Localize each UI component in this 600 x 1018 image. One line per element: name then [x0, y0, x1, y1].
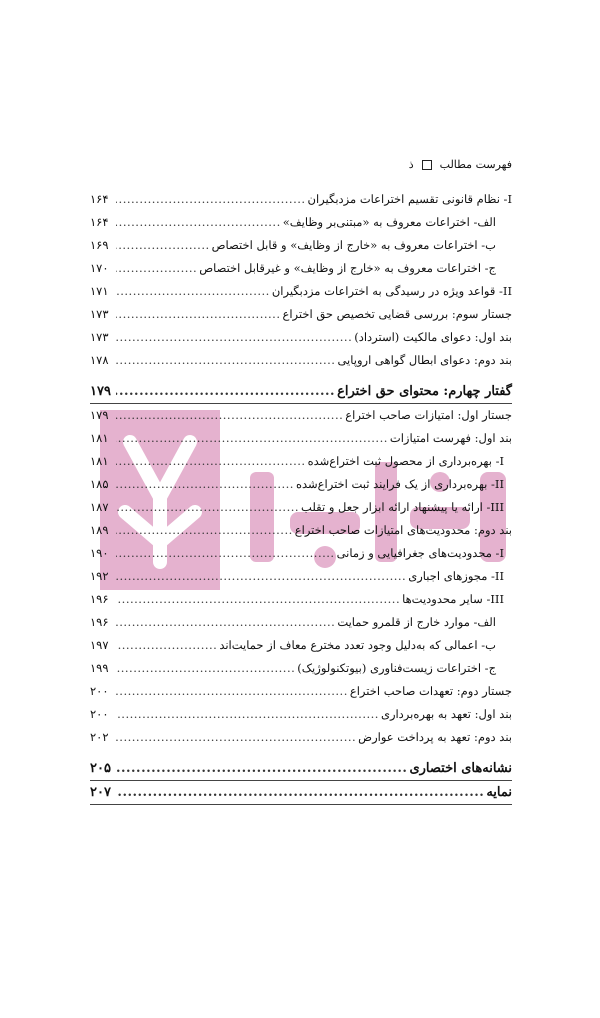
- toc-entry-title: ب- اعمالی که به‌دلیل وجود تعدد مخترع معاف از حمایت‌اند: [219, 638, 496, 652]
- square-bullet-icon: [422, 160, 432, 170]
- toc-leader-dots: [116, 473, 294, 496]
- toc-leader-dots: [116, 303, 280, 326]
- toc-entry-page: ۱۹۹: [90, 661, 109, 675]
- toc-entry-page: ۱۷۹: [90, 384, 111, 399]
- toc-entry-title: I- بهره‌برداری از محصول ثبت اختراع‌شده: [307, 454, 504, 468]
- toc-entry[interactable]: [90, 427, 512, 450]
- toc-entry-title: جستار سوم: بررسی قضایی تخصیص حق اختراع: [282, 307, 512, 321]
- toc-entry[interactable]: [90, 680, 512, 703]
- toc-entry[interactable]: [90, 450, 512, 473]
- toc-entry-title: جستار دوم: تعهدات صاحب اختراع: [349, 684, 512, 698]
- toc-leader-dots: [116, 326, 352, 349]
- toc-entry-title: II- قواعد ویژه در رسیدگی به اختراعات مزدبگیران: [271, 284, 512, 298]
- toc-leader-dots: [116, 496, 299, 519]
- toc-leader-dots: [116, 234, 210, 257]
- toc-leader-dots: [116, 703, 379, 726]
- toc-entry-title: III- سایر محدودیت‌ها: [402, 592, 504, 606]
- toc-entry-page: ۲۰۰: [90, 684, 109, 698]
- toc-entry-page: ۱۷۹: [90, 408, 109, 422]
- toc-entry[interactable]: [90, 519, 512, 542]
- toc-entry-page: ۱۶۴: [90, 215, 109, 229]
- toc-entry-title: II- مجوزهای اجباری: [408, 569, 504, 583]
- toc-leader-dots: [116, 565, 406, 588]
- toc-entry-page: ۱۷۰: [90, 261, 109, 275]
- toc-entry-title: بند دوم: تعهد به پرداخت عوارض: [358, 730, 512, 744]
- toc-entry-title: الف- اختراعات معروف به «مبتنی‌بر وظایف»: [282, 215, 496, 229]
- toc-entry-page: ۱۶۹: [90, 238, 109, 252]
- toc-entry[interactable]: [90, 703, 512, 726]
- toc-entry-page: ۱۸۱: [90, 431, 109, 445]
- toc-entry[interactable]: [90, 211, 512, 234]
- toc-entry-page: ۱۷۳: [90, 307, 109, 321]
- header-page-letter: ذ: [408, 158, 414, 171]
- toc-entry[interactable]: [90, 280, 512, 303]
- toc-leader-dots: [116, 757, 407, 780]
- toc-entry-title: جستار اول: امتیازات صاحب اختراع: [345, 408, 512, 422]
- toc-entry[interactable]: [90, 473, 512, 496]
- toc-leader-dots: [116, 611, 335, 634]
- toc-entry-page: ۱۹۶: [90, 615, 109, 629]
- toc-entry-page: ۱۶۴: [90, 192, 109, 206]
- toc-entry[interactable]: [90, 781, 512, 805]
- toc-entry[interactable]: [90, 657, 512, 680]
- toc-leader-dots: [116, 380, 335, 403]
- toc-entry-page: ۱۸۹: [90, 523, 109, 537]
- toc-entry-title: نشانه‌های اختصاری: [409, 761, 512, 776]
- toc-entry[interactable]: [90, 565, 512, 588]
- header-title: فهرست مطالب: [439, 158, 512, 171]
- toc-entry[interactable]: [90, 542, 512, 565]
- table-of-contents: [90, 188, 512, 805]
- toc-entry[interactable]: [90, 234, 512, 257]
- toc-leader-dots: [116, 657, 295, 680]
- toc-entry-title: ج- اختراعات معروف به «خارج از وظایف» و غیرقابل اختصاص: [199, 261, 496, 275]
- toc-leader-dots: [116, 680, 348, 703]
- toc-entry-title: III- ارائه یا پیشنهاد ارائه ابزار جعل و تقلب: [301, 500, 504, 514]
- toc-leader-dots: [116, 781, 484, 804]
- toc-entry-title: II- بهره‌برداری از یک فرایند ثبت اختراع‌شده: [295, 477, 504, 491]
- toc-entry-page: ۱۷۱: [90, 284, 109, 298]
- toc-entry-page: ۱۷۸: [90, 353, 109, 367]
- toc-entry-page: ۲۰۰: [90, 707, 109, 721]
- toc-entry-page: ۱۹۲: [90, 569, 109, 583]
- toc-entry-page: ۱۸۱: [90, 454, 109, 468]
- toc-leader-dots: [116, 634, 217, 657]
- toc-entry[interactable]: [90, 404, 512, 427]
- toc-entry-title: بند اول: دعوای مالکیت (استرداد): [354, 330, 512, 344]
- toc-entry-title: الف- موارد خارج از قلمرو حمایت: [337, 615, 496, 629]
- toc-entry[interactable]: [90, 303, 512, 326]
- toc-entry-title: بند اول: تعهد به بهره‌برداری: [380, 707, 512, 721]
- toc-entry-title: ب- اختراعات معروف به «خارج از وظایف» و قابل اختصاص: [211, 238, 496, 252]
- toc-entry[interactable]: [90, 634, 512, 657]
- toc-entry[interactable]: [90, 188, 512, 211]
- toc-leader-dots: [116, 588, 400, 611]
- toc-leader-dots: [116, 211, 281, 234]
- toc-entry-page: ۱۹۶: [90, 592, 109, 606]
- toc-entry[interactable]: [90, 326, 512, 349]
- toc-entry[interactable]: [90, 496, 512, 519]
- toc-entry[interactable]: [90, 726, 512, 749]
- toc-leader-dots: [116, 257, 197, 280]
- toc-entry[interactable]: [90, 757, 512, 781]
- toc-entry[interactable]: [90, 611, 512, 634]
- toc-entry-page: ۱۷۳: [90, 330, 109, 344]
- running-header: [409, 158, 512, 171]
- toc-entry-page: ۲۰۷: [90, 785, 111, 800]
- toc-entry-page: ۲۰۵: [90, 761, 111, 776]
- toc-leader-dots: [116, 542, 335, 565]
- toc-entry[interactable]: [90, 257, 512, 280]
- toc-leader-dots: [116, 188, 306, 211]
- toc-leader-dots: [116, 427, 388, 450]
- toc-entry-page: ۱۹۷: [90, 638, 109, 652]
- toc-entry-title: بند دوم: دعوای ابطال گواهی اروپایی: [337, 353, 512, 367]
- toc-leader-dots: [116, 726, 356, 749]
- toc-entry[interactable]: [90, 349, 512, 372]
- toc-leader-dots: [116, 450, 306, 473]
- toc-entry-title: بند اول: فهرست امتیازات: [389, 431, 512, 445]
- toc-entry-title: ج- اختراعات زیست‌فناوری (بیوتکنولوژیک): [297, 661, 496, 675]
- toc-entry-page: ۱۹۰: [90, 546, 109, 560]
- toc-entry-title: بند دوم: محدودیت‌های امتیازات صاحب اختراع: [294, 523, 512, 537]
- toc-leader-dots: [116, 349, 335, 372]
- toc-entry-page: ۱۸۷: [90, 500, 109, 514]
- toc-leader-dots: [116, 280, 270, 303]
- toc-entry-page: ۱۸۵: [90, 477, 109, 491]
- toc-entry[interactable]: [90, 588, 512, 611]
- toc-entry-title: گفتار چهارم: محتوای حق اختراع: [337, 384, 512, 399]
- toc-entry[interactable]: [90, 380, 512, 404]
- toc-leader-dots: [116, 519, 293, 542]
- toc-entry-title: I- نظام قانونی تقسیم اختراعات مزدبگیران: [307, 192, 512, 206]
- toc-entry-title: I- محدودیت‌های جغرافیایی و زمانی: [336, 546, 504, 560]
- toc-entry-page: ۲۰۲: [90, 730, 109, 744]
- toc-entry-title: نمایه: [486, 785, 512, 800]
- toc-leader-dots: [116, 404, 343, 427]
